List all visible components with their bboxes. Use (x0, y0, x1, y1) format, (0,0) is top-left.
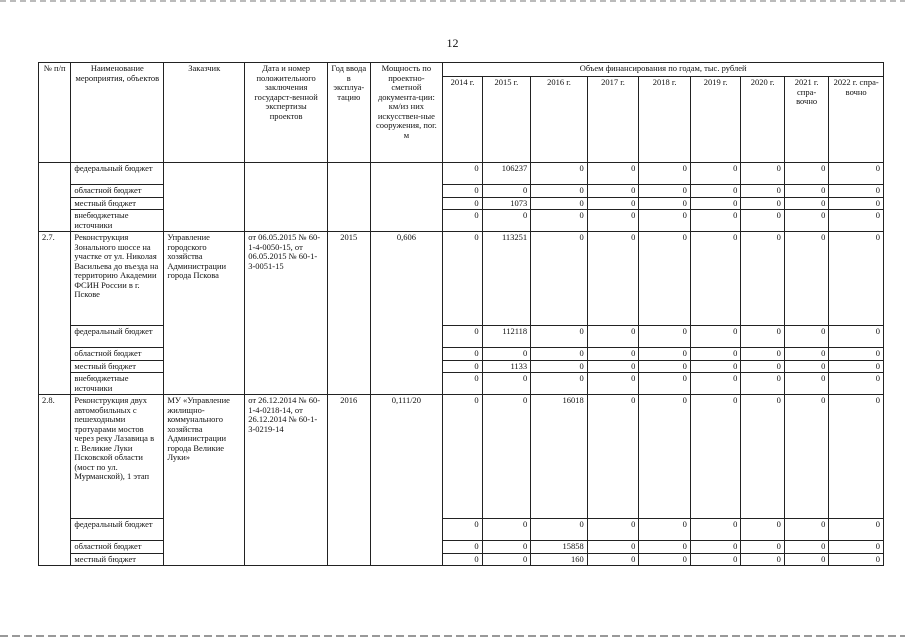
cell-value: 0 (587, 519, 639, 541)
cell-value: 0 (784, 210, 828, 232)
table-row (39, 395, 884, 519)
cell-value: 0 (587, 185, 639, 198)
header-customer: Заказчик (164, 63, 245, 163)
cell-value: 0 (587, 210, 639, 232)
financing-table (38, 62, 884, 566)
cell-value: 0 (690, 348, 741, 361)
cell-value: 0 (639, 395, 691, 519)
cell-value: 0 (784, 185, 828, 198)
scan-edge-top (0, 0, 905, 2)
cell-value: 0 (639, 326, 691, 348)
cell-value: 0 (690, 232, 741, 326)
cell-value: 0 (531, 519, 588, 541)
cell-value: 0 (741, 553, 784, 566)
cell-value: 112118 (482, 326, 531, 348)
row-label: областной бюджет (71, 185, 164, 198)
row-label: местный бюджет (71, 553, 164, 566)
cell-num: 2.7. (39, 232, 71, 395)
row-label: местный бюджет (71, 197, 164, 210)
cell-value: 0 (829, 373, 884, 395)
cell-value: 0 (741, 197, 784, 210)
header-year-col: 2015 г. (482, 77, 531, 163)
header-year-col: 2021 г. спра-вочно (784, 77, 828, 163)
header-financing: Объем финансирования по годам, тыс. рублей (443, 63, 884, 77)
cell-value: 0 (741, 185, 784, 198)
cell-value: 0 (531, 348, 588, 361)
cell-value: 0 (482, 541, 531, 554)
cell-value: 0 (690, 326, 741, 348)
cell-value: 0 (690, 395, 741, 519)
cell-value: 15858 (531, 541, 588, 554)
cell-year: 2015 (328, 232, 370, 395)
cell-value: 0 (482, 519, 531, 541)
cell-value: 0 (639, 553, 691, 566)
cell-value: 0 (829, 553, 884, 566)
cell-value: 0 (587, 541, 639, 554)
cell-value: 0 (443, 519, 482, 541)
cell-value: 0 (443, 360, 482, 373)
row-label: федеральный бюджет (71, 326, 164, 348)
cell-value: 0 (741, 519, 784, 541)
cell-value: 0 (443, 210, 482, 232)
cell-customer: МУ «Управление жилищно-коммунального хозяйства Администрации города Великие Луки» (164, 395, 245, 566)
cell-value: 0 (639, 232, 691, 326)
cell-value: 160 (531, 553, 588, 566)
row-label: федеральный бюджет (71, 519, 164, 541)
cell-num: 2.8. (39, 395, 71, 566)
cell-value: 0 (531, 373, 588, 395)
cell-value: 0 (741, 360, 784, 373)
cell-value: 0 (443, 348, 482, 361)
cell-value: 0 (482, 348, 531, 361)
cell-value: 0 (690, 360, 741, 373)
header-capacity: Мощность по проектно-сметной документа-ции: км/из них искусствен-ные сооружения, пог. м (370, 63, 443, 163)
cell-value: 0 (784, 541, 828, 554)
cell-value: 0 (531, 185, 588, 198)
cell-expertise: от 06.05.2015 № 60-1-4-0050-15, от 06.05.2015 № 60-1-3-0051-15 (245, 232, 328, 395)
cell-value: 0 (690, 210, 741, 232)
row-label: внебюджетные источники (71, 373, 164, 395)
cell-value: 0 (639, 348, 691, 361)
cell-value: 0 (829, 197, 884, 210)
cell-value: 0 (587, 326, 639, 348)
cell-value: 1073 (482, 197, 531, 210)
cell-value: 0 (587, 395, 639, 519)
cell-value: 0 (587, 553, 639, 566)
cell-value: 0 (741, 163, 784, 185)
page-number: 12 (446, 36, 459, 50)
cell-value: 0 (784, 373, 828, 395)
cell-value: 0 (531, 326, 588, 348)
cell-value: 0 (443, 553, 482, 566)
header-year-col: 2017 г. (587, 77, 639, 163)
cell-value: 0 (741, 210, 784, 232)
cell-year (328, 163, 370, 232)
cell-value: 113251 (482, 232, 531, 326)
header-year-col: 2022 г. спра-вочно (829, 77, 884, 163)
cell-value: 0 (829, 348, 884, 361)
table-row (39, 232, 884, 326)
cell-value: 0 (829, 185, 884, 198)
header-year-col: 2018 г. (639, 77, 691, 163)
cell-year: 2016 (328, 395, 370, 566)
cell-value: 0 (639, 197, 691, 210)
row-label: местный бюджет (71, 360, 164, 373)
cell-value: 0 (531, 197, 588, 210)
table-row (39, 163, 884, 185)
row-label: внебюджетные источники (71, 210, 164, 232)
cell-value: 0 (639, 185, 691, 198)
cell-value: 0 (690, 373, 741, 395)
cell-value: 0 (784, 163, 828, 185)
cell-value: 0 (639, 373, 691, 395)
cell-value: 0 (784, 360, 828, 373)
cell-value: 0 (587, 373, 639, 395)
cell-value: 0 (482, 210, 531, 232)
cell-value: 0 (784, 395, 828, 519)
cell-value: 0 (587, 232, 639, 326)
cell-value: 0 (829, 541, 884, 554)
cell-value: 0 (829, 326, 884, 348)
cell-value: 0 (482, 553, 531, 566)
cell-name: Реконструкция двух автомобильных с пешеходными тротуарами мостов через реку Лазавица в г. Великие Луки Псковской области (мост по ул. Мурманской), 1 этап (71, 395, 164, 519)
cell-value: 0 (690, 541, 741, 554)
cell-value: 0 (829, 210, 884, 232)
cell-value: 0 (690, 519, 741, 541)
cell-value: 0 (784, 348, 828, 361)
header-year: Год ввода в эксплуа-тацию (328, 63, 370, 163)
cell-value: 0 (784, 553, 828, 566)
cell-value: 106237 (482, 163, 531, 185)
scan-edge-bottom (0, 635, 905, 637)
cell-value: 0 (829, 395, 884, 519)
cell-value: 0 (784, 326, 828, 348)
cell-value: 0 (443, 541, 482, 554)
cell-value: 0 (443, 326, 482, 348)
cell-value: 0 (784, 197, 828, 210)
cell-value: 0 (443, 163, 482, 185)
cell-value: 0 (639, 210, 691, 232)
cell-value: 0 (639, 360, 691, 373)
cell-name: Реконструкция Зонального шоссе на участке от ул. Николая Васильева до въезда на территорию Академии ФСИН России в г. Пскове (71, 232, 164, 326)
header-year-col: 2016 г. (531, 77, 588, 163)
cell-capacity (370, 163, 443, 232)
cell-value: 0 (482, 395, 531, 519)
cell-customer (164, 163, 245, 232)
cell-value: 0 (690, 185, 741, 198)
cell-value: 0 (690, 163, 741, 185)
cell-num (39, 163, 71, 232)
cell-value: 16018 (531, 395, 588, 519)
row-label: областной бюджет (71, 348, 164, 361)
cell-value: 0 (741, 348, 784, 361)
cell-value: 0 (741, 373, 784, 395)
cell-value: 0 (587, 360, 639, 373)
cell-value: 0 (639, 163, 691, 185)
header-year-col: 2014 г. (443, 77, 482, 163)
cell-customer: Управление городского хозяйства Администрации города Пскова (164, 232, 245, 395)
cell-value: 0 (784, 232, 828, 326)
cell-value: 0 (829, 163, 884, 185)
cell-value: 0 (587, 348, 639, 361)
cell-value: 0 (587, 163, 639, 185)
header-num: № п/п (39, 63, 71, 163)
row-label: областной бюджет (71, 541, 164, 554)
cell-value: 0 (531, 232, 588, 326)
cell-expertise: от 26.12.2014 № 60-1-4-0218-14, от 26.12.2014 № 60-1-3-0219-14 (245, 395, 328, 566)
header-expertise: Дата и номер положительного заключения государст-венной экспертизы проектов (245, 63, 328, 163)
cell-capacity: 0,111/20 (370, 395, 443, 566)
cell-value: 0 (443, 197, 482, 210)
cell-value: 0 (784, 519, 828, 541)
cell-value: 0 (829, 232, 884, 326)
cell-value: 0 (443, 373, 482, 395)
cell-value: 0 (639, 541, 691, 554)
header-year-col: 2019 г. (690, 77, 741, 163)
cell-value: 0 (690, 197, 741, 210)
cell-value: 0 (443, 185, 482, 198)
header-year-col: 2020 г. (741, 77, 784, 163)
cell-value: 0 (741, 395, 784, 519)
cell-value: 0 (443, 395, 482, 519)
cell-value: 0 (587, 197, 639, 210)
cell-value: 0 (741, 541, 784, 554)
cell-value: 0 (531, 163, 588, 185)
cell-value: 0 (639, 519, 691, 541)
cell-value: 0 (741, 232, 784, 326)
cell-capacity: 0,606 (370, 232, 443, 395)
cell-value: 0 (741, 326, 784, 348)
header-name: Наименование мероприятия, объектов (71, 63, 164, 163)
cell-value: 0 (829, 519, 884, 541)
cell-value: 0 (531, 210, 588, 232)
cell-value: 0 (829, 360, 884, 373)
cell-value: 0 (482, 185, 531, 198)
cell-value: 0 (531, 360, 588, 373)
cell-value: 0 (482, 373, 531, 395)
cell-value: 0 (690, 553, 741, 566)
row-label: федеральный бюджет (71, 163, 164, 185)
cell-value: 0 (443, 232, 482, 326)
cell-expertise (245, 163, 328, 232)
cell-value: 1133 (482, 360, 531, 373)
